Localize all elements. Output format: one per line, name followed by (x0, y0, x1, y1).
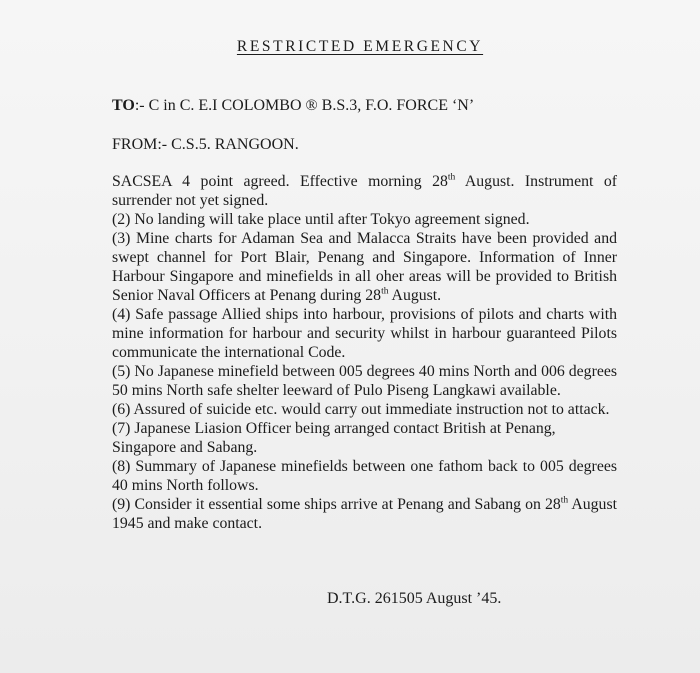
paragraph-9 (112, 495, 617, 533)
to-label: TO (112, 97, 135, 114)
ordinal-suffix: th (447, 172, 456, 183)
date-time-group: D.T.G. 261505 August ’45. (327, 590, 502, 607)
paragraph-5: (5) No Japanese minefield between 005 degrees 40 mins North and 006 degrees 50 mins North safe shelter leeward of Pulo Piseng Langkawi available. (112, 363, 617, 399)
ordinal-suffix: th (560, 495, 569, 506)
from-line: FROM:- C.S.5. RANGOON. (112, 136, 299, 153)
to-line (112, 97, 474, 115)
paragraph-9-text-a: (9) Consider it essential some ships arrive at Penang and Sabang on 28 (112, 496, 561, 513)
paragraph-intro (112, 172, 617, 210)
paragraph-3 (112, 229, 617, 305)
paragraph-8: (8) Summary of Japanese minefields between one fathom back to 005 degrees 40 mins North follows. (112, 458, 617, 494)
paragraph-7: (7) Japanese Liasion Officer being arranged contact British at Penang, Singapore and Sabang. (112, 420, 556, 456)
message-body (112, 172, 617, 533)
paragraph-4: (4) Safe passage Allied ships into harbour, provisions of pilots and charts with mine information for harbour and security whilst in harbour guaranteed Pilots communicate the international Code. (112, 306, 617, 361)
paragraph-3-text-a: (3) Mine charts for Adaman Sea and Malacca Straits have been provided and swept channel for Port Blair, Penang and Singapore. Information of Inner Harbour Singapore and minefields in all oher areas will be provided to British Senior Naval Officers at Penang during 28 (112, 230, 617, 304)
to-recipients: :- C in C. E.I COLOMBO ® B.S.3, F.O. FORCE ‘N’ (134, 97, 475, 114)
paragraph-9-text-b: August 1945 and make contact. (112, 496, 617, 532)
ordinal-suffix: th (381, 286, 389, 297)
paragraph-2: (2) No landing will take place until after Tokyo agreement signed. (112, 211, 530, 228)
paragraph-intro-text-b: August. Instrument of surrender not yet signed. (112, 173, 617, 209)
paragraph-6: (6) Assured of suicide etc. would carry out immediate instruction not to attack. (112, 401, 610, 418)
paragraph-intro-text-a: SACSEA 4 point agreed. Effective morning 28 (112, 173, 448, 190)
paragraph-3-text-b: August. (388, 287, 442, 304)
document-title: RESTRICTED EMERGENCY (236, 38, 484, 55)
